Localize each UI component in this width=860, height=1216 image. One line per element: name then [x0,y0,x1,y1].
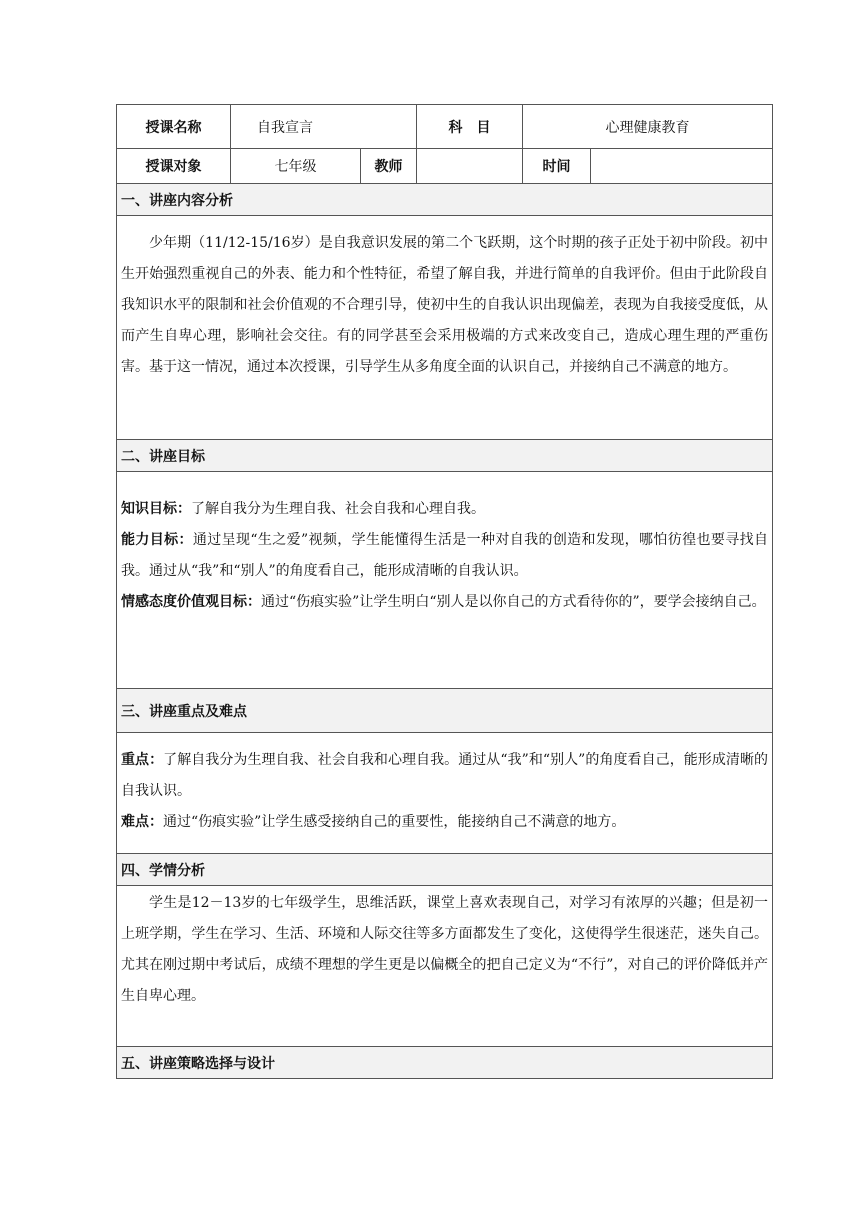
lesson-plan-document [116,104,772,1079]
subject-value: 心理健康教育 [523,105,773,149]
section-1-body [117,216,773,440]
teacher-label: 教师 [361,149,417,184]
ability-goal-text: 通过呈现“生之爱”视频，学生能懂得生活是一种对自我的创造和发现，哪怕彷徨也要寻找自我。通过从“我”和“别人”的角度看自己，能形成清晰的自我认识。 [121,532,769,579]
section-1-text: 少年期（11/12-15/16岁）是自我意识发展的第二个飞跃期，这个时期的孩子正处于初中阶段。初中生开始强烈重视自己的外表、能力和个性特征，希望了解自我，并进行简单的自我评价。但由于此阶段自我知识水平的限制和社会价值观的不合理引导，使初中生的自我认识出现偏差，表现为自我接受度低，从而产生自卑心理，影响社会交往。有的同学甚至会采用极端的方式来改变自己，造成心理生理的严重伤害。基于这一情况，通过本次授课，引导学生从多角度全面的认识自己，并接纳自己不满意的地方。 [121,235,768,375]
key-point-text: 了解自我分为生理自我、社会自我和心理自我。通过从“我”和“别人”的角度看自己，能形成清晰的自我认识。 [121,752,768,799]
section-3-header [117,689,773,733]
emotion-goal-text: 通过“伤痕实验”让学生明白“别人是以你自己的方式看待你的”，要学会接纳自己。 [261,594,766,610]
header-row-course [117,105,773,149]
section-3-body [117,733,773,854]
header-row-audience [117,149,773,184]
time-value [591,149,773,184]
section-1-header [117,184,773,216]
course-name-value: 自我宣言 [231,105,417,149]
section-4-title: 四、学情分析 [117,854,773,886]
audience-value: 七年级 [231,149,361,184]
key-point-label: 重点： [121,752,164,768]
audience-label: 授课对象 [117,149,231,184]
key-point [121,745,768,807]
section-3-title: 三、讲座重点及难点 [117,689,773,733]
section-5-header [117,1047,773,1079]
emotion-goal [121,587,768,618]
teacher-value [417,149,523,184]
section-2-title: 二、讲座目标 [117,440,773,472]
section-4-body [117,886,773,1047]
knowledge-goal-text: 了解自我分为生理自我、社会自我和心理自我。 [191,501,485,517]
section-4-text: 学生是12－13岁的七年级学生，思维活跃，课堂上喜欢表现自己，对学习有浓厚的兴趣；但是初一上班学期，学生在学习、生活、环境和人际交往等多方面都发生了变化，这使得学生很迷茫，迷失自己。尤其在刚过期中考试后，成绩不理想的学生更是以偏概全的把自己定义为“不行”，对自己的评价降低并产生自卑心理。 [121,895,768,1004]
difficulty-point-text: 通过“伤痕实验”让学生感受接纳自己的重要性，能接纳自己不满意的地方。 [163,814,626,830]
emotion-goal-label: 情感态度价值观目标： [121,594,261,610]
difficulty-point [121,807,768,838]
knowledge-goal [121,494,768,525]
section-4-header [117,854,773,886]
difficulty-point-label: 难点： [121,814,163,830]
section-2-body [117,472,773,689]
section-1-title: 一、讲座内容分析 [117,184,773,216]
ability-goal [121,525,768,587]
time-label: 时间 [523,149,591,184]
course-name-label: 授课名称 [117,105,231,149]
lesson-plan-table [116,104,773,1079]
section-5-title: 五、讲座策略选择与设计 [117,1047,773,1079]
ability-goal-label: 能力目标： [121,532,193,548]
knowledge-goal-label: 知识目标： [121,501,191,517]
section-2-header [117,440,773,472]
subject-label: 科 目 [417,105,523,149]
